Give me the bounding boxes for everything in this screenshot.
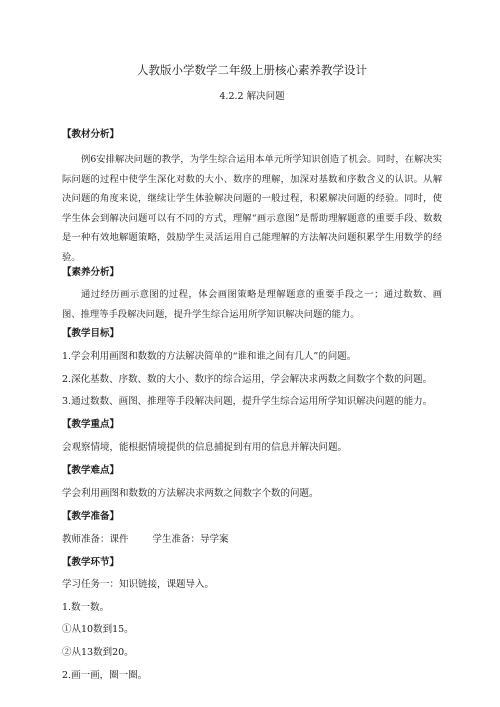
section-heading-goals: 【教学目标】 <box>62 328 120 339</box>
process-step: 1.数一数。 <box>62 602 110 613</box>
section-material <box>62 128 442 267</box>
section-heading-difficult: 【教学难点】 <box>62 465 120 476</box>
document-title: 人教版小学数学二年级上册核心素养教学设计 <box>137 63 367 77</box>
goal-item: 1.学会利用画图和数数的方法解决简单的“谁和谁之间有几人”的问题。 <box>62 351 357 362</box>
section-heading-key: 【教学重点】 <box>62 419 120 430</box>
section-process <box>62 556 442 681</box>
teacher-prep: 教师准备：课件 <box>62 534 129 545</box>
difficult-text: 学会利用画图和数数的方法解决求两数之间数字个数的问题。 <box>62 488 319 499</box>
key-text: 会观察情境，能根据情境提供的信息捕捉到有用的信息并解决问题。 <box>62 442 348 453</box>
process-substep: ①从10数到15。 <box>62 624 134 635</box>
section-heading-material: 【教材分析】 <box>62 129 120 140</box>
goal-item: 2.深化基数、序数、数的大小、数序的综合运用，学会解决求两数之间数字个数的问题。 <box>62 374 433 385</box>
section-goals <box>62 327 442 407</box>
section-prep <box>62 510 442 545</box>
material-paragraph: 例6安排解决问题的教学，为学生综合运用本单元所学知识创造了机会。同时，在解决实际问题的过程中使学生深化对数的大小、数序的理解，加深对基数和序数含义的认识。从解决问题的角度来说，继续让学生体验解决问题的一般过程，积累解决问题的经验。同时，使学生体会到解决问题可以有不同的方式，理解“画示意图”是帮助理解题意的重要手段、数数是一种有效地解题策略，鼓励学生灵活运用自己能理解的方法解决问题积累学生用数学的经验。 <box>62 154 442 263</box>
section-key <box>62 418 442 453</box>
section-heading-process: 【教学环节】 <box>62 557 120 568</box>
process-substep: ②从13数到20。 <box>62 647 134 658</box>
goal-item: 3.通过数数、画图、推理等手段解决问题，提升学生综合运用所学知识解决问题的能力。 <box>62 396 433 407</box>
section-difficult <box>62 464 442 499</box>
document-subtitle: 4.2.2 解决问题 <box>219 91 285 102</box>
process-task: 学习任务一：知识链接，课题导入。 <box>62 579 215 590</box>
section-heading-literacy: 【素养分析】 <box>62 267 120 278</box>
section-literacy <box>62 266 442 324</box>
prep-line <box>62 533 229 547</box>
student-prep: 学生准备：导学案 <box>152 534 229 545</box>
literacy-paragraph: 通过经历画示意图的过程，体会画图策略是理解题意的重要手段之一；通过数数、画图、推理等手段解决问题，提升学生综合运用所学知识解决问题的能力。 <box>62 289 442 320</box>
process-step: 2.画一画，圈一圈。 <box>62 670 148 681</box>
section-heading-prep: 【教学准备】 <box>62 511 120 522</box>
